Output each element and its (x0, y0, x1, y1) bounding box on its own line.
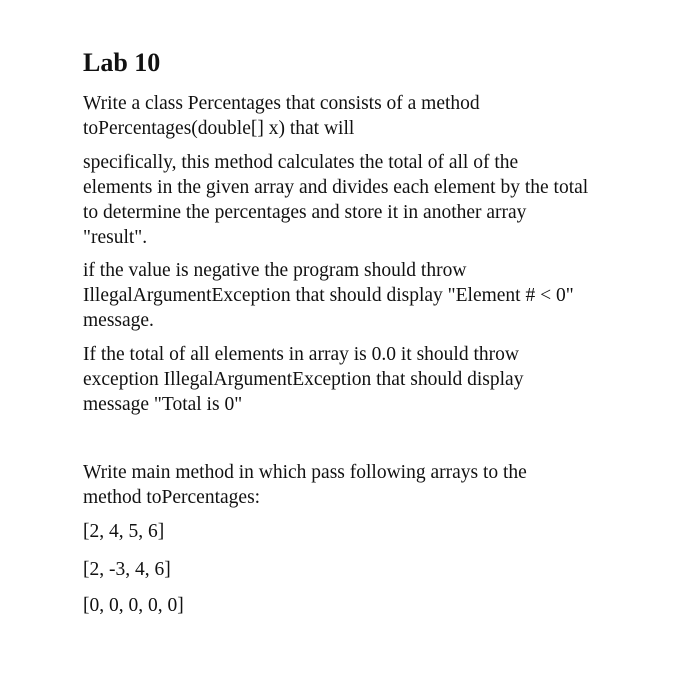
zero-total-rule-line: If the total of all elements in array is 0.0 it should throw (83, 344, 519, 365)
description-line: elements in the given array and divides each element by the total (83, 177, 589, 198)
main-instruction-paragraph (83, 460, 527, 510)
negative-rule-line: IllegalArgumentException that should display "Element # < 0" (83, 285, 574, 306)
document-title: Lab 10 (83, 48, 161, 77)
description-paragraph (83, 150, 588, 250)
intro-line: Write a class Percentages that consists of a method (83, 93, 480, 114)
negative-rule-line: if the value is negative the program should throw (83, 260, 467, 281)
array-item: [0, 0, 0, 0, 0] (83, 595, 184, 616)
zero-total-rule-paragraph (83, 342, 523, 417)
description-line: specifically, this method calculates the total of all of the (83, 152, 519, 173)
zero-total-rule-line: message "Total is 0" (83, 394, 243, 415)
negative-rule-line: message. (83, 310, 154, 331)
main-instruction-line: method toPercentages: (83, 487, 261, 508)
array-item: [2, -3, 4, 6] (83, 559, 171, 580)
description-line: "result". (83, 227, 148, 248)
main-instruction-line: Write main method in which pass following arrays to the (83, 462, 527, 483)
zero-total-rule-line: exception IllegalArgumentException that should display (83, 369, 524, 390)
intro-paragraph (83, 91, 480, 141)
negative-rule-paragraph (83, 258, 574, 333)
intro-line: toPercentages(double[] x) that will (83, 118, 355, 139)
description-line: to determine the percentages and store it in another array (83, 202, 527, 223)
array-item: [2, 4, 5, 6] (83, 521, 165, 542)
